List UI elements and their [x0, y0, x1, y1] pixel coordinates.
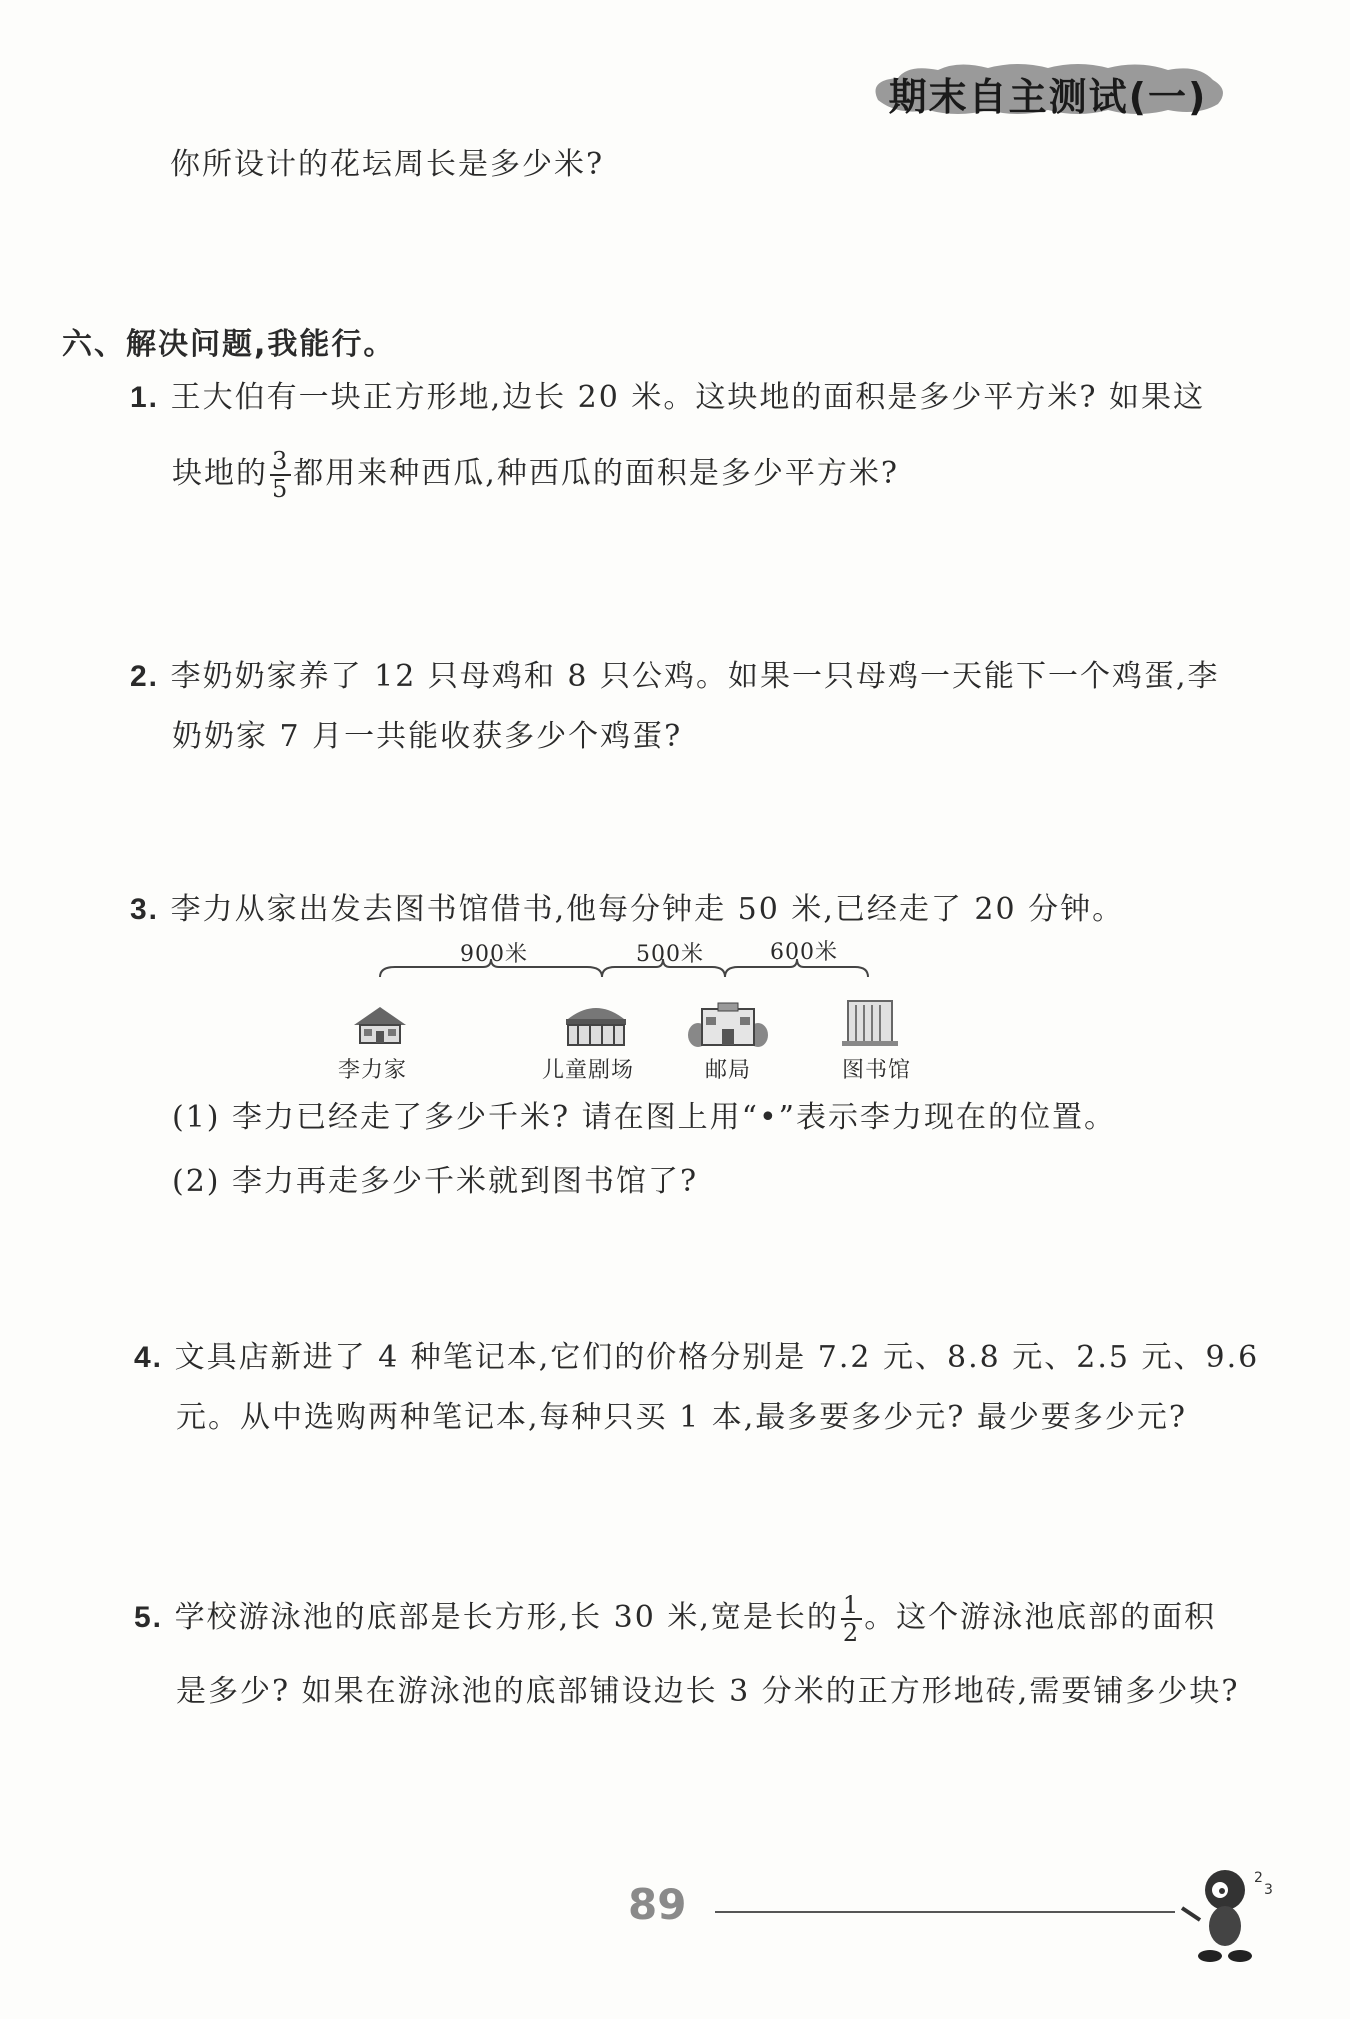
page-number: 89 — [628, 1880, 687, 1929]
q2-line2: 奶奶家 7 月一共能收获多少个鸡蛋? — [172, 719, 683, 754]
post-office-icon — [688, 999, 768, 1049]
q1-text-2b: 都用来种西瓜,种西瓜的面积是多少平方米? — [293, 456, 899, 491]
q4-text-1: 文具店新进了 4 种笔记本,它们的价格分别是 7.2 元、8.8 元、2.5 元、9.6 — [174, 1340, 1260, 1375]
mascot-icon — [1180, 1860, 1280, 1970]
seg-label-3: 600米 — [770, 940, 838, 965]
q3-text-1: 李力从家出发去图书馆借书,他每分钟走 50 米,已经走了 20 分钟。 — [170, 892, 1125, 927]
route-diagram — [320, 940, 920, 1085]
q1-frac-den: 5 — [272, 475, 290, 503]
footer-rule — [715, 1911, 1175, 1913]
q1-line1 — [130, 378, 1205, 418]
q4-line2: 元。从中选购两种笔记本,每种只买 1 本,最多要多少元? 最少要多少元? — [176, 1400, 1187, 1435]
q5-frac-num: 1 — [842, 1591, 861, 1619]
q3-sub1: (1) 李力已经走了多少千米? 请在图上用“•”表示李力现在的位置。 — [172, 1100, 1117, 1135]
q5-text-1b: 。这个游泳池底部的面积 — [864, 1600, 1217, 1635]
theater-icon — [560, 1001, 632, 1049]
svg-text:3: 3 — [1264, 1882, 1273, 1898]
q2-line1 — [130, 657, 1220, 697]
q3-sub2: (2) 李力再走多少千米就到图书馆了? — [172, 1164, 699, 1199]
place-label-library: 图书馆 — [842, 1058, 912, 1083]
q3-number: 3. — [130, 893, 160, 926]
q2-text-1: 李奶奶家养了 12 只母鸡和 8 只公鸡。如果一只母鸡一天能下一个鸡蛋,李 — [170, 659, 1220, 694]
q5-fraction — [841, 1592, 862, 1646]
seg-label-1: 900米 — [460, 942, 528, 967]
q5-number: 5. — [134, 1601, 164, 1634]
library-icon — [840, 995, 900, 1049]
q4-number: 4. — [134, 1341, 164, 1374]
q1-text-1: 王大伯有一块正方形地,边长 20 米。这块地的面积是多少平方米? 如果这 — [170, 380, 1205, 415]
q1-text-2a: 块地的 — [172, 456, 268, 491]
q5-line2: 是多少? 如果在游泳池的底部铺设边长 3 分米的正方形地砖,需要铺多少块? — [176, 1674, 1240, 1709]
q1-frac-num: 3 — [272, 447, 290, 475]
q1-number: 1. — [130, 381, 160, 414]
header-badge — [868, 60, 1228, 119]
place-label-home: 李力家 — [338, 1058, 408, 1083]
q4-line1 — [134, 1338, 1259, 1378]
place-label-theater: 儿童剧场 — [542, 1058, 635, 1083]
intro-line: 你所设计的花坛周长是多少米? — [170, 147, 605, 182]
q3-line1 — [130, 890, 1124, 930]
q5-line1 — [134, 1592, 1216, 1646]
section-title: 六、解决问题,我能行。 — [62, 327, 396, 362]
q1-line2 — [172, 448, 899, 502]
place-label-post-office: 邮局 — [705, 1058, 752, 1083]
house-icon — [350, 1003, 410, 1047]
svg-text:2: 2 — [1254, 1870, 1263, 1886]
q5-frac-den: 2 — [842, 1619, 861, 1647]
q5-text-1a: 学校游泳池的底部是长方形,长 30 米,宽是长的 — [174, 1600, 839, 1635]
seg-label-2: 500米 — [636, 942, 704, 967]
q1-fraction — [270, 448, 291, 502]
q2-number: 2. — [130, 660, 160, 693]
page-header-title: 期末自主测试(一) — [888, 75, 1208, 119]
